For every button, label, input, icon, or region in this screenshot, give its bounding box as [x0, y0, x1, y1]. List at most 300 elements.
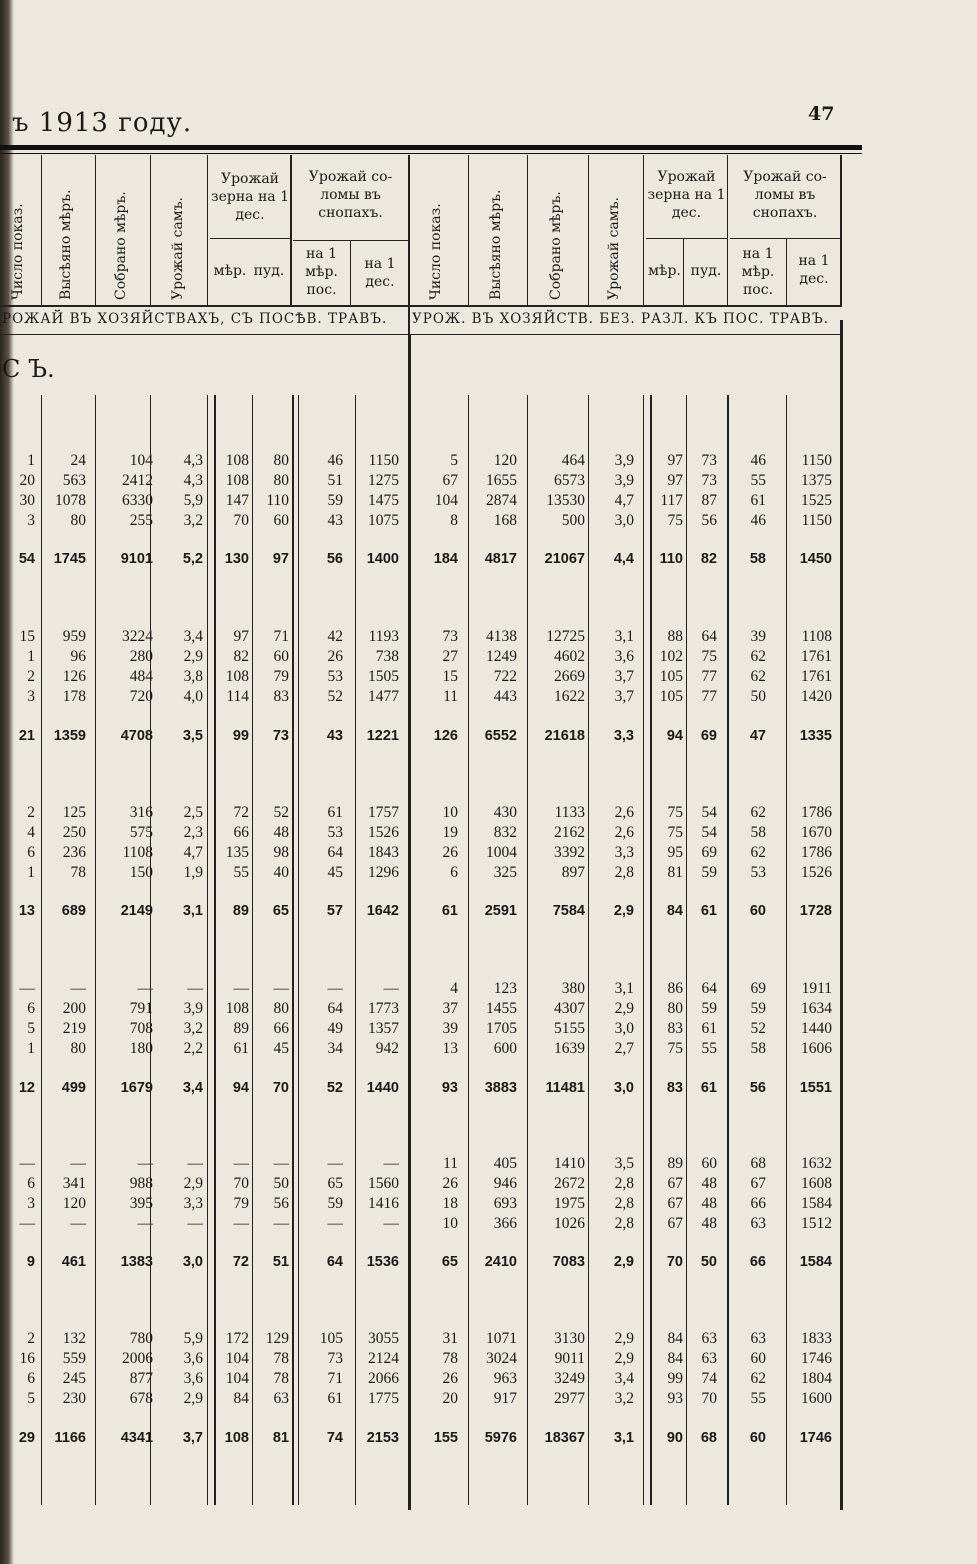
table-cell: 43 [327, 512, 343, 529]
table-cell: 245 [62, 1370, 86, 1387]
table-cell: — [19, 1215, 35, 1232]
table-cell: 108 [225, 1000, 249, 1017]
table-cell: 3392 [554, 844, 585, 861]
table-row [0, 864, 860, 884]
table-cell: 65 [272, 903, 289, 919]
table-cell: 1622 [554, 688, 585, 705]
table-cell: 78 [273, 1350, 289, 1367]
table-cell: — [233, 1215, 249, 1232]
table-cell: 559 [62, 1350, 86, 1367]
table-cell: 1911 [801, 980, 832, 997]
table-cell: 2,9 [613, 1254, 634, 1270]
table-cell: 1551 [799, 1080, 832, 1096]
table-cell: 4307 [554, 1000, 585, 1017]
table-cell: 84 [667, 1350, 683, 1367]
table-cell: 59 [750, 1000, 766, 1017]
table-cell: 1632 [801, 1155, 832, 1172]
table-cell: 2,8 [614, 1175, 634, 1192]
table-cell: 51 [272, 1254, 289, 1270]
table-cell: 120 [62, 1195, 86, 1212]
table-total-row [0, 903, 860, 923]
table-cell: 13530 [546, 492, 585, 509]
table-cell: 3,3 [614, 844, 634, 861]
table-cell: 184 [433, 551, 458, 567]
table-cell: 80 [273, 472, 289, 489]
table-row [0, 844, 860, 864]
table-cell: 89 [232, 903, 249, 919]
table-cell: 15 [442, 668, 458, 685]
table-cell: — [70, 980, 86, 997]
header-sown: Высѣяно мѣръ. [58, 189, 74, 300]
table-cell: 9101 [120, 551, 153, 567]
table-cell: 1975 [554, 1195, 585, 1212]
table-cell: 464 [561, 452, 585, 469]
table-cell: 93 [667, 1390, 683, 1407]
table-cell: 10 [442, 1215, 458, 1232]
table-cell: 3 [27, 1195, 35, 1212]
table-row [0, 824, 860, 844]
table-cell: 1400 [366, 551, 399, 567]
table-cell: 30 [19, 492, 35, 509]
table-cell: 7584 [552, 903, 585, 919]
table-cell: 42 [327, 628, 343, 645]
table-cell: 1150 [801, 512, 832, 529]
table-cell: 5,9 [183, 492, 203, 509]
header-sown-2: Высѣяно мѣръ. [488, 189, 504, 300]
table-row [0, 804, 860, 824]
table-cell: 11 [443, 1155, 458, 1172]
table-cell: 3,7 [614, 688, 634, 705]
table-cell: — [383, 1215, 399, 1232]
table-cell: 1600 [801, 1390, 832, 1407]
table-cell: 61 [750, 492, 766, 509]
table-cell: 65 [441, 1254, 458, 1270]
table-cell: 1 [27, 864, 35, 881]
table-cell: 917 [493, 1390, 517, 1407]
header-straw-per-des-2: на 1 дес. [798, 253, 830, 287]
table-cell: 3,1 [613, 1430, 634, 1446]
table-cell: 1786 [801, 804, 832, 821]
table-cell: — [70, 1215, 86, 1232]
table-cell: 2,9 [614, 1350, 634, 1367]
table-cell: 27 [442, 648, 458, 665]
table-cell: 79 [233, 1195, 249, 1212]
header-grain-pud-2: пуд. [690, 263, 722, 279]
table-cell: 2 [27, 804, 35, 821]
table-cell: 1150 [801, 452, 832, 469]
table-cell: 3130 [554, 1330, 585, 1347]
table-cell: 68 [700, 1430, 717, 1446]
table-cell: 4341 [120, 1430, 153, 1446]
table-cell: 1525 [801, 492, 832, 509]
table-cell: 280 [129, 648, 153, 665]
table-cell: 67 [442, 472, 458, 489]
table-cell: 67 [750, 1175, 766, 1192]
table-total-row [0, 1080, 860, 1100]
table-cell: 2977 [554, 1390, 585, 1407]
table-cell: 54 [18, 551, 35, 567]
table-cell: 21 [18, 728, 35, 744]
table-cell: 877 [129, 1370, 153, 1387]
table-cell: 70 [666, 1254, 683, 1270]
table-row [0, 512, 860, 532]
table-cell: 3,2 [183, 512, 203, 529]
table-cell: 2410 [484, 1254, 517, 1270]
table-cell: 1275 [368, 472, 399, 489]
table-cell: 2,9 [613, 903, 634, 919]
table-cell: 1526 [368, 824, 399, 841]
table-cell: 1 [27, 452, 35, 469]
table-cell: 461 [61, 1254, 86, 1270]
table-cell: 780 [129, 1330, 153, 1347]
table-cell: 59 [701, 1000, 717, 1017]
table-cell: 1728 [799, 903, 832, 919]
table-cell: 341 [62, 1175, 86, 1192]
table-cell: 1357 [368, 1020, 399, 1037]
table-cell: 55 [750, 1390, 766, 1407]
table-cell: 26 [442, 1175, 458, 1192]
table-cell: 2874 [486, 492, 517, 509]
table-cell: 2591 [484, 903, 517, 919]
table-cell: 80 [70, 1040, 86, 1057]
table-cell: 60 [749, 903, 766, 919]
table-cell: 104 [129, 452, 153, 469]
table-cell: 6 [450, 864, 458, 881]
table-cell: 72 [233, 804, 249, 821]
table-cell: 62 [750, 668, 766, 685]
table-row [0, 648, 860, 668]
table-cell: 200 [62, 1000, 86, 1017]
table-cell: 3 [27, 512, 35, 529]
table-cell: 3,6 [183, 1350, 203, 1367]
table-cell: 75 [701, 648, 717, 665]
table-cell: 18367 [544, 1430, 585, 1446]
table-row [0, 472, 860, 492]
table-cell: 5 [450, 452, 458, 469]
table-cell: 405 [493, 1155, 517, 1172]
table-cell: 61 [701, 1020, 717, 1037]
table-cell: — [383, 1155, 399, 1172]
table-cell: 13 [18, 903, 35, 919]
table-cell: 2672 [554, 1175, 585, 1192]
table-cell: 1679 [120, 1080, 153, 1096]
table-cell: 2149 [120, 903, 153, 919]
table-cell: 61 [327, 1390, 343, 1407]
table-cell: 897 [561, 864, 585, 881]
table-cell: 50 [750, 688, 766, 705]
table-cell: 56 [326, 551, 343, 567]
table-cell: 3,7 [614, 668, 634, 685]
table-cell: 108 [225, 452, 249, 469]
table-cell: 69 [700, 728, 717, 744]
table-row [0, 1000, 860, 1020]
table-cell: 75 [667, 804, 683, 821]
table-cell: 53 [327, 824, 343, 841]
table-cell: 59 [701, 864, 717, 881]
table-cell: — [233, 1155, 249, 1172]
table-cell: 50 [700, 1254, 717, 1270]
table-cell: 52 [327, 688, 343, 705]
table-cell: 80 [667, 1000, 683, 1017]
table-cell: 7083 [552, 1254, 585, 1270]
table-cell: 55 [750, 472, 766, 489]
table-cell: 689 [61, 903, 86, 919]
table-cell: 84 [233, 1390, 249, 1407]
table-cell: 67 [667, 1215, 683, 1232]
table-cell: 94 [232, 1080, 249, 1096]
table-cell: 2,6 [614, 824, 634, 841]
table-cell: — [137, 1155, 153, 1172]
table-cell: — [383, 980, 399, 997]
table-cell: 1075 [368, 512, 399, 529]
table-cell: 2,9 [614, 1330, 634, 1347]
table-cell: 104 [225, 1370, 249, 1387]
table-cell: 6552 [484, 728, 517, 744]
table-total-row [0, 1430, 860, 1450]
table-cell: 4,0 [183, 688, 203, 705]
table-cell: 46 [750, 512, 766, 529]
table-cell: 18 [442, 1195, 458, 1212]
table-cell: 34 [327, 1040, 343, 1057]
table-cell: 61 [700, 903, 717, 919]
table-cell: 1536 [366, 1254, 399, 1270]
table-cell: 9011 [554, 1350, 585, 1367]
table-cell: 3,0 [182, 1254, 203, 1270]
header-straw-group-2: Урожай со-ломы въ снопахъ. [743, 169, 827, 221]
table-cell: 2,3 [183, 824, 203, 841]
table-cell: — [187, 1155, 203, 1172]
table-cell: 96 [70, 648, 86, 665]
table-cell: 61 [327, 804, 343, 821]
table-cell: 5 [27, 1390, 35, 1407]
table-cell: 6 [27, 1175, 35, 1192]
table-cell: 963 [493, 1370, 517, 1387]
table-cell: 104 [225, 1350, 249, 1367]
table-cell: 75 [667, 1040, 683, 1057]
table-cell: 58 [750, 824, 766, 841]
table-cell: 147 [225, 492, 249, 509]
table-row [0, 1040, 860, 1060]
table-cell: 2,9 [183, 648, 203, 665]
table-cell: 600 [493, 1040, 517, 1057]
table-row [0, 1350, 860, 1370]
table-cell: 75 [667, 824, 683, 841]
table-cell: 1786 [801, 844, 832, 861]
table-cell: 78 [442, 1350, 458, 1367]
table-cell: 65 [327, 1175, 343, 1192]
table-cell: 84 [667, 1330, 683, 1347]
table-cell: 53 [750, 864, 766, 881]
table-cell: 52 [273, 804, 289, 821]
table-cell: 58 [749, 551, 766, 567]
table-cell: 1375 [801, 472, 832, 489]
table-row [0, 492, 860, 512]
table-cell: 1221 [366, 728, 399, 744]
table-cell: 26 [327, 648, 343, 665]
table-cell: 78 [273, 1370, 289, 1387]
table-cell: 37 [442, 1000, 458, 1017]
table-cell: 52 [326, 1080, 343, 1096]
table-row [0, 628, 860, 648]
table-cell: 21618 [544, 728, 585, 744]
table-cell: 1505 [368, 668, 399, 685]
table-cell: 64 [327, 844, 343, 861]
table-cell: 39 [442, 1020, 458, 1037]
table-cell: — [233, 980, 249, 997]
table-cell: 2 [27, 668, 35, 685]
table-cell: 53 [327, 668, 343, 685]
table-cell: 168 [493, 512, 517, 529]
table-cell: 61 [233, 1040, 249, 1057]
table-cell: 82 [700, 551, 717, 567]
table-row [0, 452, 860, 472]
table-cell: 230 [62, 1390, 86, 1407]
table-cell: 3249 [554, 1370, 585, 1387]
table-cell: 366 [493, 1215, 517, 1232]
table-cell: 3,2 [614, 1390, 634, 1407]
table-cell: 180 [129, 1040, 153, 1057]
table-cell: 1526 [801, 864, 832, 881]
table-cell: 19 [442, 824, 458, 841]
table-cell: 48 [701, 1195, 717, 1212]
table-cell: 443 [493, 688, 517, 705]
table-cell: — [187, 980, 203, 997]
table-cell: 380 [561, 980, 585, 997]
table-cell: 1296 [368, 864, 399, 881]
table-cell: 117 [660, 492, 683, 509]
table-row [0, 1370, 860, 1390]
table-cell: 3,5 [614, 1155, 634, 1172]
table-cell: 89 [667, 1155, 683, 1172]
table-total-row [0, 1254, 860, 1274]
table-cell: 110 [266, 492, 289, 509]
table-cell: 114 [226, 688, 249, 705]
table-row [0, 1195, 860, 1215]
table-cell: — [19, 1155, 35, 1172]
table-cell: 67 [667, 1175, 683, 1192]
table-cell: 1071 [486, 1330, 517, 1347]
header-grain-meru: мѣр. [213, 263, 247, 279]
table-cell: 63 [750, 1330, 766, 1347]
table-cell: 3224 [122, 628, 153, 645]
header-yield-fold: Урожай самъ. [170, 197, 186, 300]
table-cell: 64 [326, 1254, 343, 1270]
table-cell: 60 [273, 648, 289, 665]
table-cell: 8 [450, 512, 458, 529]
table-cell: 2669 [554, 668, 585, 685]
table-cell: 63 [273, 1390, 289, 1407]
table-cell: 2,9 [183, 1175, 203, 1192]
table-cell: 83 [666, 1080, 683, 1096]
table-cell: 1584 [801, 1195, 832, 1212]
top-rule [0, 145, 862, 150]
table-cell: 74 [701, 1370, 717, 1387]
table-cell: 66 [273, 1020, 289, 1037]
table-cell: 1642 [366, 903, 399, 919]
table-cell: 1843 [368, 844, 399, 861]
table-total-row [0, 728, 860, 748]
table-cell: 129 [265, 1330, 289, 1347]
table-row [0, 688, 860, 708]
table-cell: 5155 [554, 1020, 585, 1037]
table-row [0, 1215, 860, 1235]
table-cell: 720 [129, 688, 153, 705]
table-cell: 70 [233, 1175, 249, 1192]
table-cell: 77 [701, 668, 717, 685]
table-cell: 16 [19, 1350, 35, 1367]
table-cell: 1761 [801, 648, 832, 665]
table-cell: 70 [233, 512, 249, 529]
table-cell: 51 [327, 472, 343, 489]
table-cell: 1655 [486, 472, 517, 489]
table-cell: 55 [233, 864, 249, 881]
table-cell: 29 [18, 1430, 35, 1446]
table-cell: 73 [701, 452, 717, 469]
table-cell: — [19, 980, 35, 997]
table-cell: 83 [273, 688, 289, 705]
table-cell: 563 [62, 472, 86, 489]
table-cell: 81 [272, 1430, 289, 1446]
table-cell: 250 [62, 824, 86, 841]
table-cell: 88 [667, 628, 683, 645]
table-cell: 24 [70, 452, 86, 469]
table-cell: 3,9 [183, 1000, 203, 1017]
table-cell: 108 [224, 1430, 249, 1446]
table-cell: 62 [750, 844, 766, 861]
table-cell: 722 [493, 668, 517, 685]
table-cell: 63 [701, 1350, 717, 1367]
table-cell: 71 [273, 628, 289, 645]
table-cell: 3,4 [614, 1370, 634, 1387]
table-cell: 4,3 [183, 452, 203, 469]
header-collected-2: Собрано мѣръ. [548, 191, 564, 300]
table-cell: — [273, 980, 289, 997]
table-cell: 236 [62, 844, 86, 861]
table-cell: 6 [27, 844, 35, 861]
table-cell: 62 [750, 1370, 766, 1387]
table-cell: 135 [225, 844, 249, 861]
table-cell: 97 [233, 628, 249, 645]
table-cell: 9 [26, 1254, 35, 1270]
table-cell: 1639 [554, 1040, 585, 1057]
table-cell: 832 [493, 824, 517, 841]
table-cell: 946 [493, 1175, 517, 1192]
table-total-row [0, 551, 860, 571]
table-cell: 105 [319, 1330, 343, 1347]
table-cell: 708 [129, 1020, 153, 1037]
table-cell: 93 [441, 1080, 458, 1096]
table-cell: 1440 [366, 1080, 399, 1096]
table-cell: 4,3 [183, 472, 203, 489]
header-yield-fold-2: Урожай самъ. [606, 197, 622, 300]
table-cell: 99 [667, 1370, 683, 1387]
table-cell: — [273, 1215, 289, 1232]
table-cell: 693 [493, 1195, 517, 1212]
header-straw-group: Урожай со-ломы въ снопахъ. [308, 169, 393, 221]
table-cell: 97 [667, 472, 683, 489]
table-cell: 57 [326, 903, 343, 919]
table-cell: 82 [233, 648, 249, 665]
table-cell: 1705 [486, 1020, 517, 1037]
table-cell: 70 [272, 1080, 289, 1096]
table-cell: 60 [749, 1430, 766, 1446]
table-cell: 3024 [486, 1350, 517, 1367]
table-cell: 59 [327, 1195, 343, 1212]
table-cell: 20 [442, 1390, 458, 1407]
table-cell: 2066 [368, 1370, 399, 1387]
table-row [0, 1330, 860, 1350]
table-cell: 3,8 [183, 668, 203, 685]
